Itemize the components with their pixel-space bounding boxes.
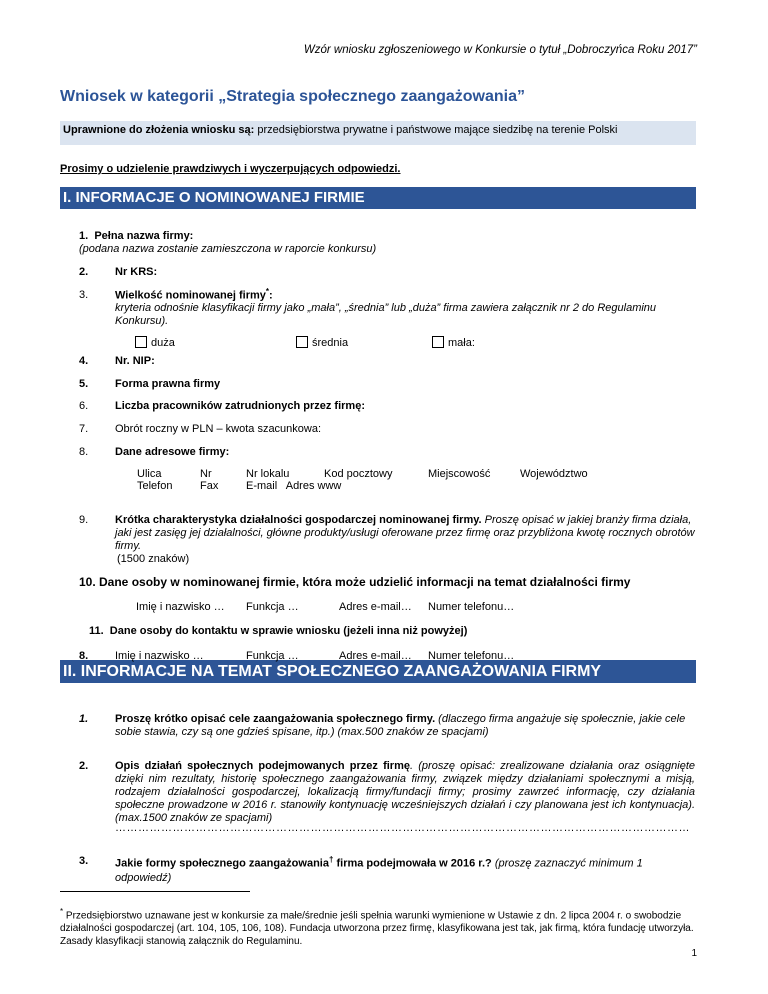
- checkbox-small[interactable]: [432, 336, 444, 348]
- s2-question-3-text: [115, 853, 695, 885]
- s2-question-2-num: 2.: [79, 760, 89, 772]
- address-postal-code: Kod pocztowy: [324, 468, 393, 480]
- eligibility-text: [63, 124, 618, 136]
- footnote: [60, 905, 696, 948]
- answer-dotted-line[interactable]: ……………………………………………………………………………………………………………………………………: [115, 822, 690, 834]
- s2-question-3-num: 3.: [79, 855, 89, 867]
- question-9-text: [115, 514, 695, 553]
- contact-phone-field[interactable]: Numer telefonu…: [428, 601, 515, 613]
- question-3-num: 3.: [79, 289, 89, 301]
- address-city: Miejscowość: [428, 468, 491, 480]
- address-street: Ulica: [137, 468, 162, 480]
- contact2-phone-field[interactable]: Numer telefonu…: [428, 650, 515, 662]
- running-header: Wzór wniosku zgłoszeniowego w Konkursie o tytuł „Dobroczyńca Roku 2017”: [303, 44, 697, 56]
- eligibility-value: przedsiębiorstwa prywatne i państwowe mające siedzibę na terenie Polski: [254, 124, 618, 136]
- size-option-large[interactable]: [135, 336, 175, 349]
- s2-question-2-label: Opis działań społecznych podejmowanych przez firmę: [115, 760, 410, 772]
- section-1-heading: I. INFORMACJE O NOMINOWANEJ FIRMIE: [60, 187, 696, 209]
- section-2-heading: II. INFORMACJE NA TEMAT SPOŁECZNEGO ZAANGAŻOWANIA FIRMY: [60, 660, 696, 683]
- contact-name-field[interactable]: Imię i nazwisko …: [136, 601, 225, 613]
- footnote-text: Przedsiębiorstwo uznawane jest w konkursie za małe/średnie jeśli spełnia warunki wymienione w Ustawie z dn. 2 lipca 2004 r. o swobodzie działalności gospodarczej (art. 104, 105, 106, 108). Fundacja utworzona przez firmę, klasyfikowana jest tak, jak firmą, która fundację utworzyła. Zasady klasyfikacji stanowią załącznik do Regulaminu.: [60, 910, 694, 948]
- address-unit: Nr lokalu: [246, 468, 290, 480]
- question-1-num: 1.: [79, 230, 89, 242]
- contact2-role-field[interactable]: Funkcja …: [246, 650, 299, 662]
- checkbox-large[interactable]: [135, 336, 147, 348]
- question-3-colon: :: [269, 289, 273, 302]
- question-2-label: Nr KRS:: [115, 266, 158, 278]
- question-10-label: 10. Dane osoby w nominowanej firmie, która może udzielić informacji na temat działalności firmy: [79, 575, 631, 589]
- address-number: Nr: [200, 468, 212, 480]
- question-1-label: Pełna nazwa firmy:: [94, 230, 194, 242]
- question-5-label: Forma prawna firmy: [115, 378, 221, 390]
- question-6-label: Liczba pracowników zatrudnionych przez firmę:: [115, 400, 365, 412]
- contact-email-field[interactable]: Adres e-mail…: [339, 601, 412, 613]
- checkbox-medium[interactable]: [296, 336, 308, 348]
- contact-role-field[interactable]: Funkcja …: [246, 601, 299, 613]
- question-11-row-number: 8.: [79, 650, 89, 662]
- s2-question-2-text: [115, 760, 695, 825]
- question-7-num: 7.: [79, 423, 89, 435]
- question-1: [79, 230, 193, 242]
- question-9-num: 9.: [79, 514, 89, 526]
- question-9-label: Krótka charakterystyka działalności gospodarczej nominowanej firmy: [115, 514, 479, 526]
- question-3-note: kryteria odnośnie klasyfikacji firmy jako „mała”, „średnia” lub „duża” firma zawiera załącznik nr 2 do Regulaminu Konkursu).: [115, 302, 657, 327]
- s2-question-1-label: Proszę krótko opisać cele zaangażowania społecznego firmy.: [115, 713, 436, 725]
- footnote-mark: *: [60, 907, 64, 916]
- s2-question-3-note: (proszę zaznaczyć minimum 1 odpowiedź): [115, 857, 643, 884]
- question-8-num: 8.: [79, 446, 89, 458]
- contact2-email-field[interactable]: Adres e-mail…: [339, 650, 412, 662]
- s2-question-3-label: Jakie formy społecznego zaangażowania: [115, 857, 329, 870]
- size-option-small[interactable]: [432, 336, 475, 349]
- s2-question-1-num: 1.: [79, 713, 89, 725]
- question-4-num: 4.: [79, 355, 89, 367]
- question-3-label-wrap: [115, 287, 273, 302]
- size-option-medium[interactable]: [296, 336, 348, 349]
- footnote-separator: [60, 891, 250, 892]
- size-option-medium-label: średnia: [312, 337, 349, 349]
- address-voivodeship: Województwo: [520, 468, 588, 480]
- question-9-limit: (1500 znaków): [117, 553, 190, 565]
- question-5-num: 5.: [79, 378, 89, 390]
- request-note: Prosimy o udzielenie prawdziwych i wyczerpujących odpowiedzi.: [60, 163, 401, 175]
- eligibility-label: Uprawnione do złożenia wniosku są:: [63, 124, 255, 136]
- question-7-label: Obrót roczny w PLN – kwota szacunkowa:: [115, 423, 322, 435]
- size-option-large-label: duża: [151, 337, 175, 349]
- size-option-small-label: mała:: [448, 337, 475, 349]
- question-8-label: Dane adresowe firmy:: [115, 446, 230, 458]
- page-number: 1: [691, 948, 697, 959]
- s2-question-2-note: . (proszę opisać: zrealizowane działania oraz osiągnięte dzięki nim rezultaty, historię społecznego zaangażowania firmy, związek między działaniami społecznymi a misją, rodzajem działalności gospodarczej, lokalizacją firmy/fundacji firmy; prosimy zawrzeć informację, czy działania społeczne prowadzone w 2016 r. stanowiły kontynuację wcześniejszych działań i czy planowana jest ich kontynuacja). (max.1500 znaków ze spacjami): [115, 760, 695, 824]
- question-3-footnote-mark: *: [265, 287, 270, 296]
- contact2-name-field[interactable]: Imię i nazwisko …: [115, 650, 204, 662]
- address-email-www: E-mail Adres www: [246, 480, 342, 492]
- s2-question-3-label-2: firma podejmowała w 2016 r.?: [333, 857, 492, 870]
- address-fax: Fax: [200, 480, 219, 492]
- question-4-label: Nr. NIP:: [115, 355, 155, 367]
- question-11-label: 11. Dane osoby do kontaktu w sprawie wniosku (jeżeli inna niż powyżej): [89, 625, 468, 637]
- question-9-dot: .: [478, 514, 482, 526]
- s2-question-1-text: [115, 713, 695, 739]
- address-phone: Telefon: [137, 480, 173, 492]
- question-9-note: Proszę opisać w jakiej branży firma działa, jaki jest zasięg jej działalności, główne produkty/usługi oferowane przez firmę oraz przybliżona kwotę rocznych obrotów firmy.: [115, 514, 695, 552]
- question-1-note: (podana nazwa zostanie zamieszczona w raporcie konkursu): [79, 243, 377, 255]
- question-3-label: Wielkość nominowanej firmy: [115, 289, 266, 302]
- s2-question-3-footnote-mark: †: [328, 855, 334, 864]
- s2-question-1-note: (dlaczego firma angażuje się społecznie, jakie cele sobie stawia, czy są one gdzieś spisane, itp.) (max.500 znaków ze spacjami): [115, 713, 686, 738]
- page-title: Wniosek w kategorii „Strategia społecznego zaangażowania”: [60, 88, 525, 105]
- question-6-num: 6.: [79, 400, 89, 412]
- question-2-num: 2.: [79, 266, 89, 278]
